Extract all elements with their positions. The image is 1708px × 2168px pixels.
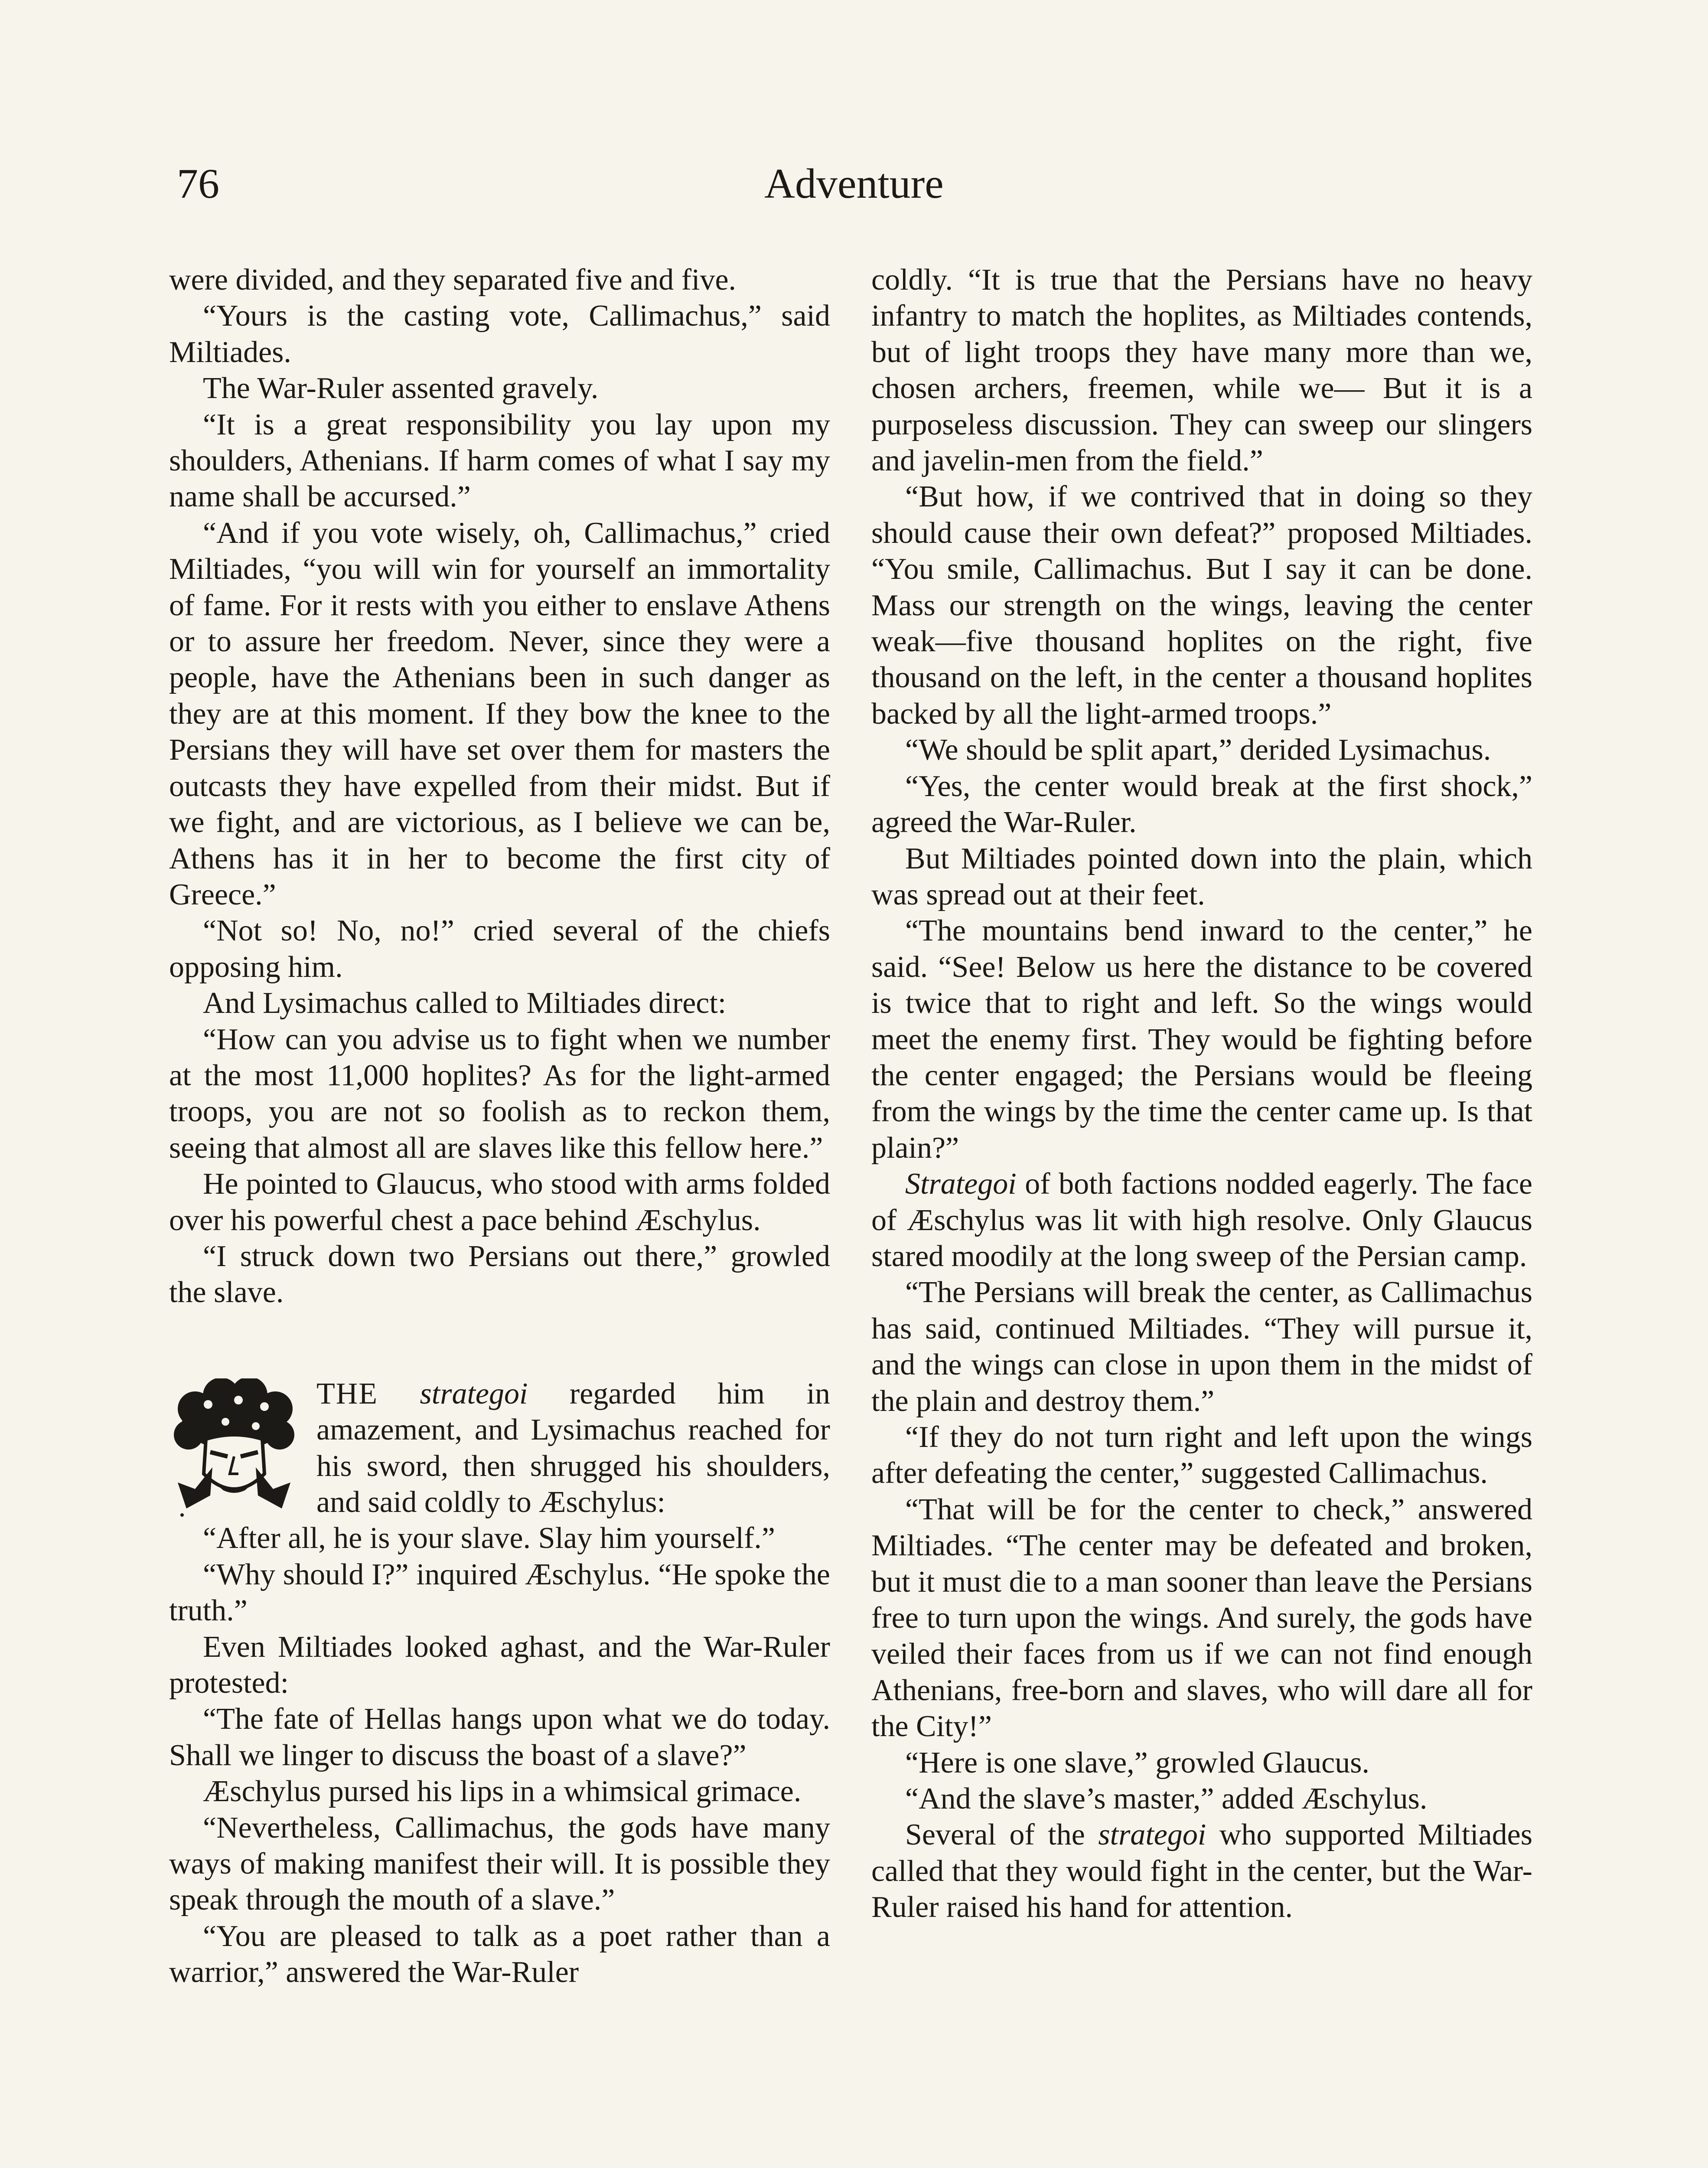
- paragraph: “But how, if we contrived that in doing so they should cause their own defeat?” proposed Miltiades. “You smile, Callimachus. But I say it can be done. Mass our strength on the wings, leaving the center weak—five thousand hoplites on the right, five thousand on the left, in the center a thousand hoplites backed by all the light-armed troops.”: [871, 480, 1532, 731]
- paragraph: “How can you advise us to fight when we number at the most 11,000 hoplites? As for the light-armed troops, you are not so foolish as to reckon them, seeing that almost all are slaves like this fellow here.”: [169, 1022, 830, 1165]
- paragraph: were divided, and they separated five and five.: [169, 263, 737, 297]
- paragraph: “Not so! No, no!” cried several of the chiefs opposing him.: [169, 914, 830, 984]
- paragraph: “Nevertheless, Callimachus, the gods have many ways of making manifest their will. It is possible they speak through the mouth of a slave.”: [169, 1811, 830, 1917]
- paragraph: “Why should I?” inquired Æschylus. “He spoke the truth.”: [169, 1557, 830, 1628]
- paragraph: Strategoi of both factions nodded eagerly. The face of Æschylus was lit with high resolve. Only Glaucus stared moodily at the long sweep of the Persian camp.: [871, 1167, 1532, 1273]
- paragraph: “The mountains bend inward to the center,” he said. “See! Below us here the distance to be covered is twice that to right and left. So the wings would meet the enemy first. They would be fighting before the center engaged; the Persians would be fleeing from the wings by the time the center came up. Is that plain?”: [871, 914, 1532, 1165]
- paragraph: “And the slave’s master,” added Æschylus.: [905, 1782, 1428, 1816]
- running-title: Adventure: [764, 160, 944, 207]
- paragraph: The War-Ruler assented gravely.: [203, 372, 599, 405]
- paragraph: He pointed to Glaucus, who stood with arms folded over his powerful chest a pace behind Æschylus.: [169, 1167, 830, 1237]
- paragraph: “We should be split apart,” derided Lysimachus.: [905, 733, 1491, 767]
- paragraph: “Yes, the center would break at the first shock,” agreed the War-Ruler.: [871, 769, 1532, 839]
- italic-term: Strategoi: [905, 1167, 1017, 1201]
- left-column: [169, 262, 830, 1991]
- paragraph: coldly. “It is true that the Persians have no heavy infantry to match the hoplites, as Miltiades contends, but of light troops they have many more than we, chosen archers, freemen, while we— But it is a purposeless discussion. They can sweep our slingers and javelin-men from the field.”: [871, 263, 1532, 478]
- paragraph: Æschylus pursed his lips in a whimsical grimace.: [203, 1775, 802, 1809]
- paragraph: Even Miltiades looked aghast, and the War-Ruler protested:: [169, 1630, 830, 1700]
- italic-term: strategoi: [1098, 1818, 1206, 1852]
- paragraph: “If they do not turn right and left upon the wings after defeating the center,” suggested Callimachus.: [871, 1420, 1532, 1490]
- paragraph: “After all, he is your slave. Slay him yourself.”: [203, 1522, 775, 1555]
- page-number: 76: [177, 160, 219, 207]
- section-break: [169, 1311, 830, 1376]
- paragraph: “You are pleased to talk as a poet rather than a warrior,” answered the War-Ruler: [169, 1919, 830, 1989]
- section-lead-word: THE: [316, 1377, 378, 1411]
- paragraph: But Miltiades pointed down into the plain, which was spread out at their feet.: [871, 842, 1532, 911]
- paragraph: “The Persians will break the center, as Callimachus has said, continued Miltiades. “They will pursue it, and the wings can close in upon them in the midst of the plain and destroy them.”: [871, 1276, 1532, 1418]
- paragraph: “The fate of Hellas hangs upon what we do today. Shall we linger to discuss the boast of a slave?”: [169, 1702, 830, 1772]
- paragraph: “Yours is the casting vote, Callimachus,” said Miltiades.: [169, 299, 830, 369]
- italic-term: strategoi: [420, 1377, 528, 1411]
- paragraph: “And if you vote wisely, oh, Callimachus,” cried Miltiades, “you will win for yourself an immortality of fame. For it rests with you either to enslave Athens or to assure her freedom. Never, since they were a people, have the Athenians been in such danger as they are at this moment. If they bow the knee to the Persians they will have set over them for masters the outcasts they have expelled from their midst. But if we fight, and are victorious, as I believe we can be, Athens has it in her to become the first city of Greece.”: [169, 516, 830, 911]
- section-opening-paragraph: THE strategoi regarded him in amazement, and Lysimachus reached for his sword, then shrugged his shoulders, and said coldly to Æschylus:: [316, 1377, 830, 1519]
- paragraph: “It is a great responsibility you lay upon my shoulders, Athenians. If harm comes of what I say my name shall be accursed.”: [169, 408, 830, 514]
- paragraph: Several of the strategoi who supported Miltiades called that they would fight in the center, but the War-Ruler raised his hand for attention.: [871, 1818, 1532, 1924]
- paragraph: “That will be for the center to check,” answered Miltiades. “The center may be defeated and broken, but it must die to a man sooner than leave the Persians free to turn upon the wings. And surely, the gods have veiled their faces from us if we can not find enough Athenians, free-born and slaves, who will dare all for the City!”: [871, 1492, 1532, 1744]
- right-column: [871, 262, 1532, 1926]
- paragraph: And Lysimachus called to Miltiades direct:: [203, 986, 727, 1020]
- paragraph: “I struck down two Persians out there,” growled the slave.: [169, 1239, 830, 1309]
- section-head-illustration: [169, 1378, 299, 1517]
- paragraph: “Here is one slave,” growled Glaucus.: [905, 1746, 1369, 1779]
